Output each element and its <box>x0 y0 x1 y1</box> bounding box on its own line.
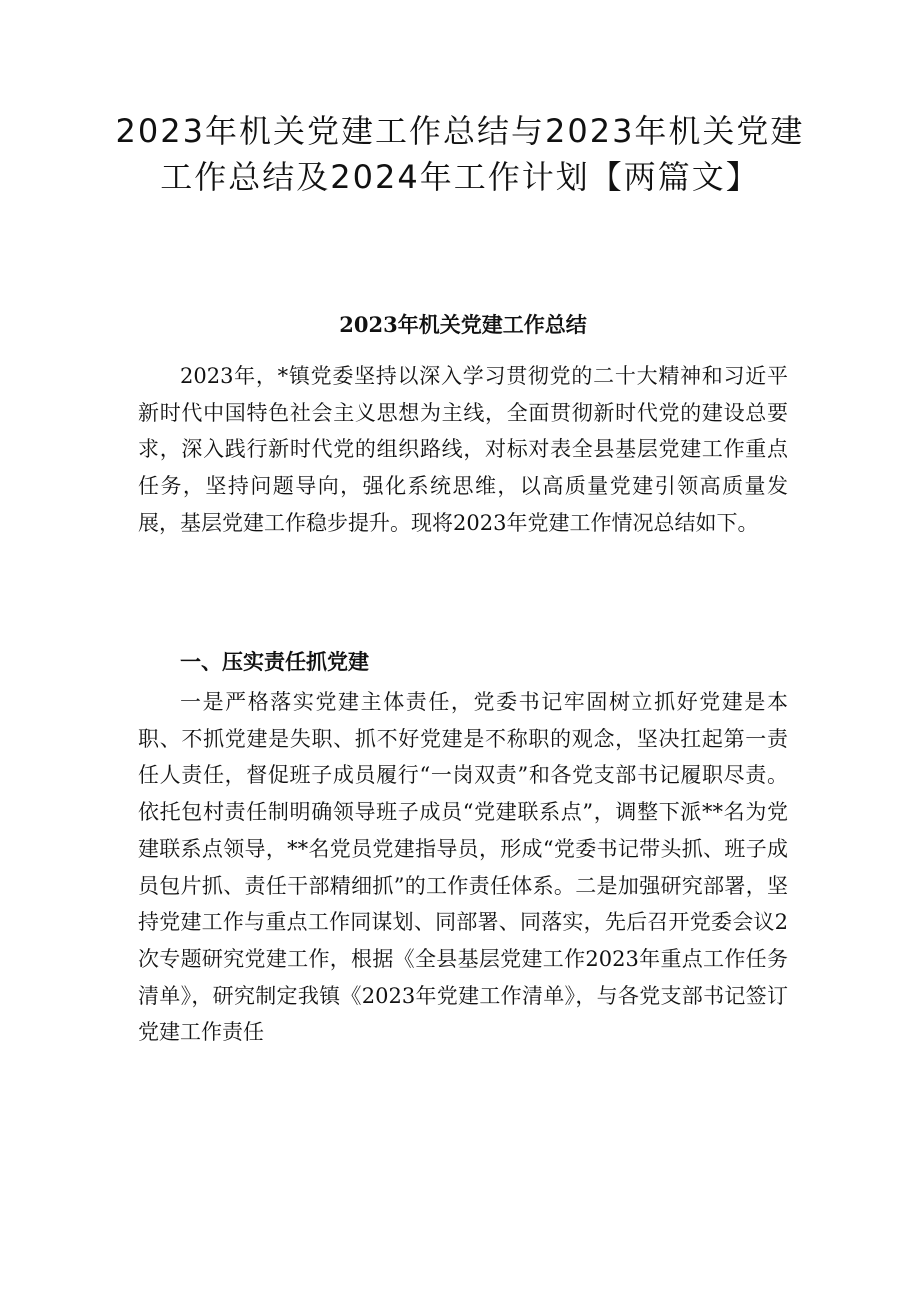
section-heading-1: 一、压实责任抓党建 <box>180 650 369 674</box>
section-title: 2023年机关党建工作总结 <box>339 312 587 337</box>
document-title: 2023年机关党建工作总结与2023年机关党建工作总结及2024年工作计划【两篇文】 <box>115 112 805 196</box>
body-paragraph: 一是严格落实党建主体责任，党委书记牢固树立抓好党建是本职、不抓党建是失职、抓不好党建是不称职的观念，坚决扛起第一责任人责任，督促班子成员履行“一岗双责”和各党支部书记履职尽责。依托包村责任制明确领导班子成员“党建联系点”，调整下派**名为党建联系点领导，**名党员党建指导员，形成“党委书记带头抓、班子成员包片抓、责任干部精细抓”的工作责任体系。二是加强研究部署，坚持党建工作与重点工作同谋划、同部署、同落实，先后召开党委会议2次专题研究党建工作，根据《全县基层党建工作2023年重点工作任务清单》，研究制定我镇《2023年党建工作清单》，与各党支部书记签订党建工作责任 <box>138 690 788 1045</box>
intro-paragraph: 2023年，*镇党委坚持以深入学习贯彻党的二十大精神和习近平新时代中国特色社会主义思想为主线，全面贯彻新时代党的建设总要求，深入践行新时代党的组织路线，对标对表全县基层党建工作重点任务，坚持问题导向，强化系统思维，以高质量党建引领高质量发展，基层党建工作稳步提升。现将2023年党建工作情况总结如下。 <box>138 364 788 535</box>
